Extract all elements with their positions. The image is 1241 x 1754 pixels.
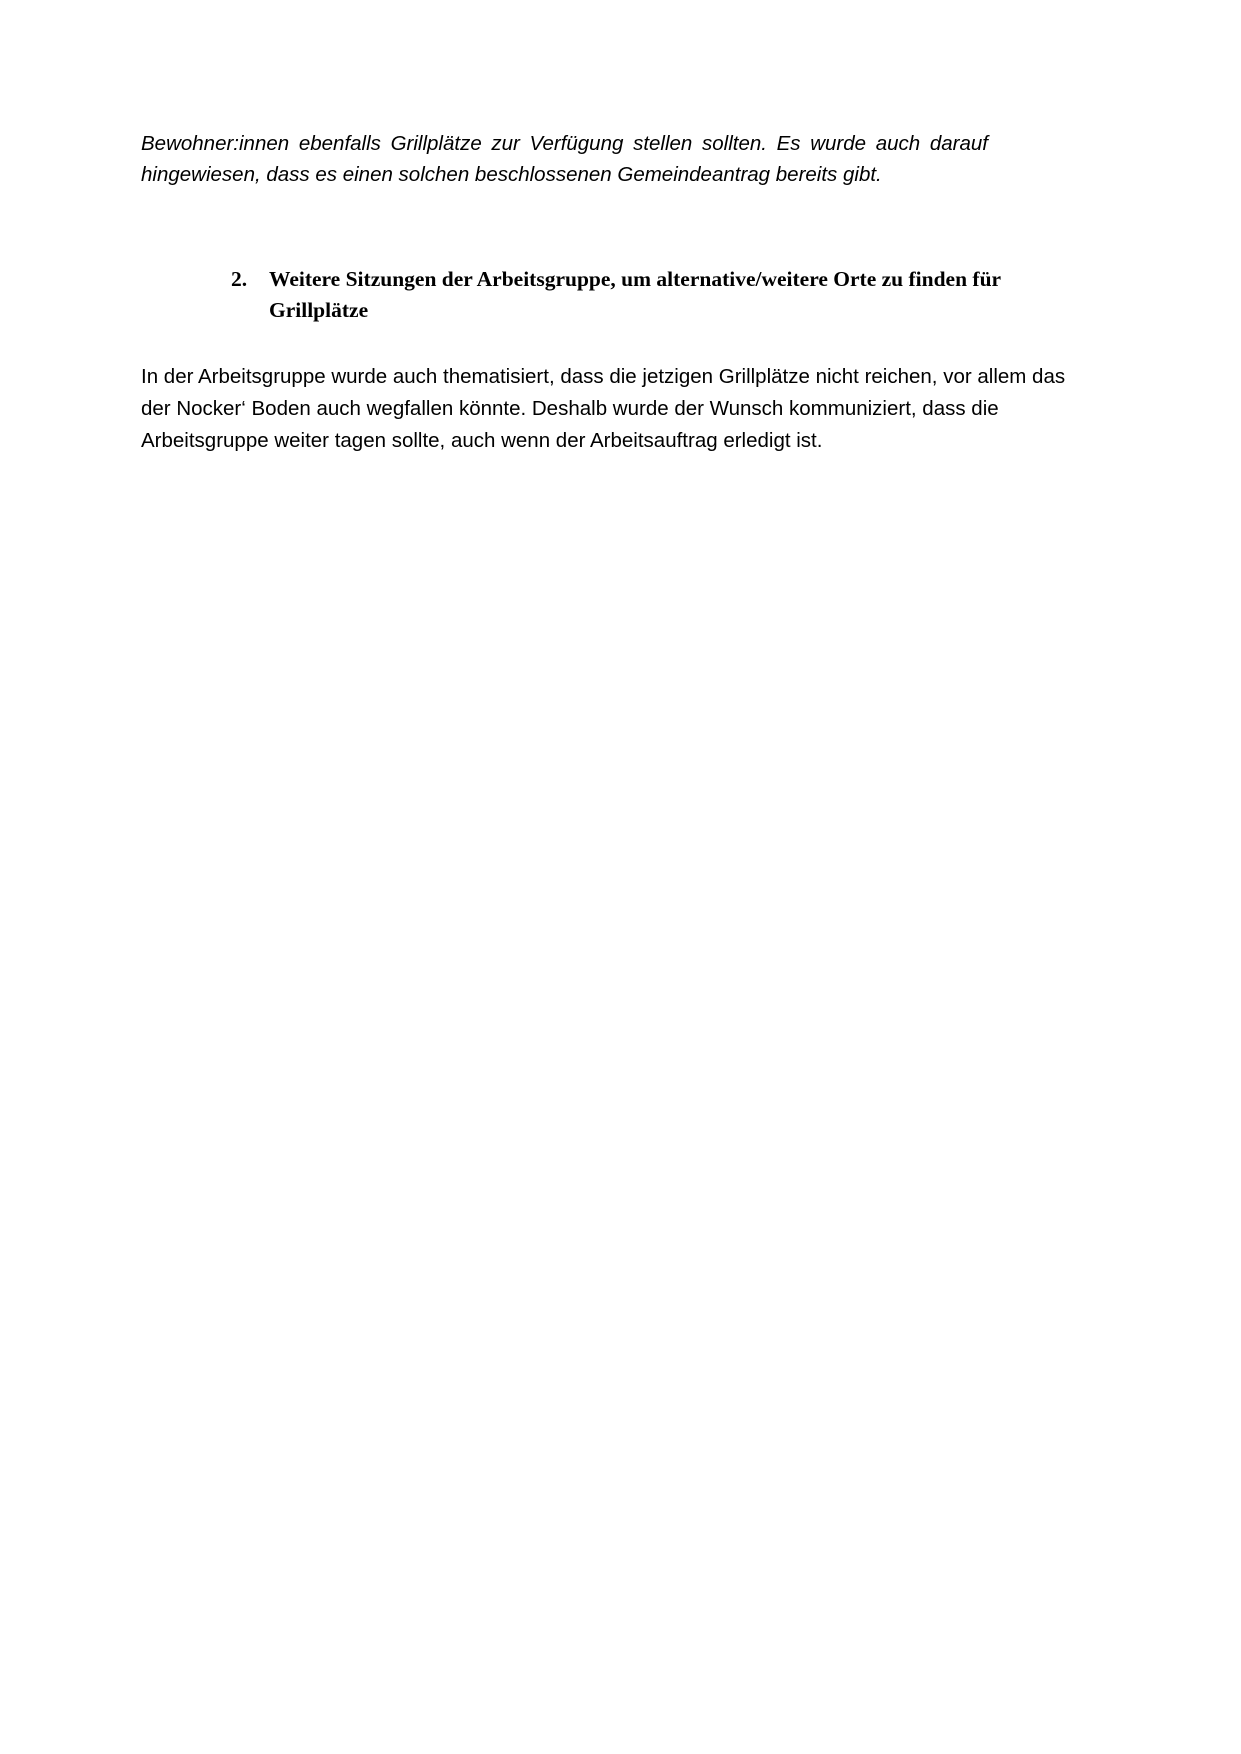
vertical-spacer bbox=[141, 190, 1091, 264]
intro-paragraph: Bewohner:innen ebenfalls Grillplätze zur Verfügung stellen sollten. Es wurde auch darauf hingewiesen, dass es einen solchen beschlossenen Gemeindeantrag bereits gibt. bbox=[141, 132, 988, 187]
section-heading-text: Weitere Sitzungen der Arbeitsgruppe, um alternative/weitere Orte zu finden für Grillplätze bbox=[269, 267, 1001, 322]
section-body-paragraph: In der Arbeitsgruppe wurde auch thematisiert, dass die jetzigen Grillplätze nicht reichen, vor allem das der Nocker‘ Boden auch wegfallen könnte. Deshalb wurde der Wunsch kommuniziert, dass die Arbeitsgruppe weiter tagen sollte, auch wenn der Arbeitsauftrag erledigt ist. bbox=[141, 365, 1066, 453]
section-heading-item bbox=[231, 264, 1021, 325]
vertical-spacer bbox=[141, 325, 1091, 361]
section-number: 2. bbox=[231, 267, 248, 292]
